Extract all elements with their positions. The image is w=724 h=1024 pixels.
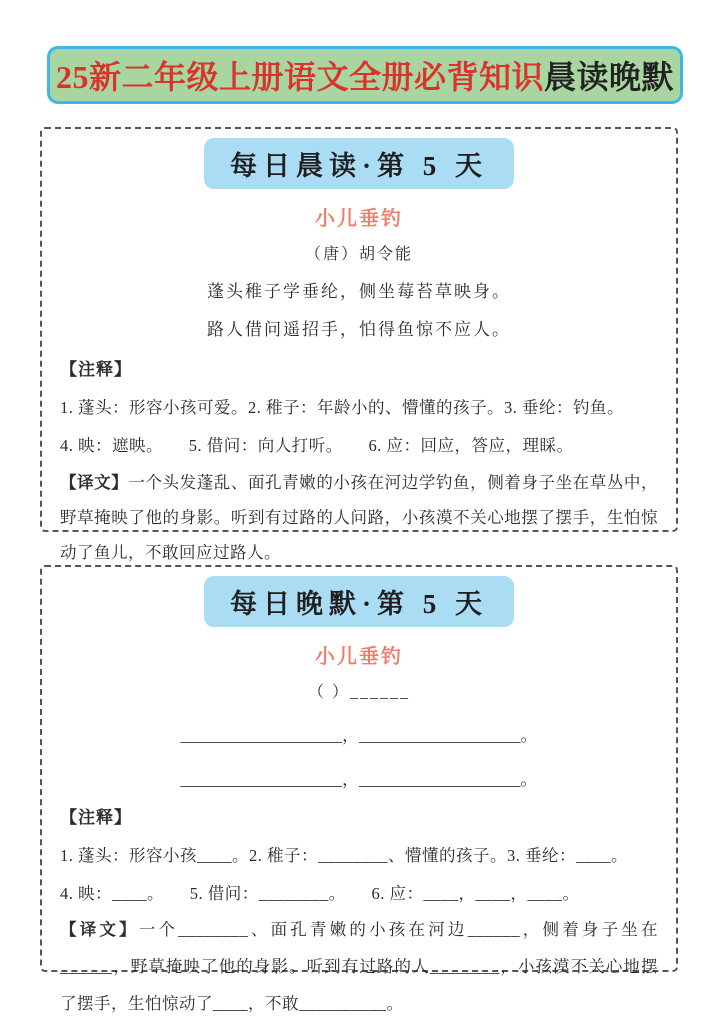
evening-day-badge: 每日晚默·第 5 天 bbox=[204, 576, 514, 627]
evening-dictation-card bbox=[40, 565, 678, 1014]
morning-notes-label: 【注释】 bbox=[60, 360, 132, 379]
morning-poem-author: （唐）胡令能 bbox=[304, 246, 413, 263]
evening-note-line-2: 4. 映：____。 5. 借问：________。 6. 应：____，____，____。 bbox=[60, 884, 580, 903]
morning-day-badge: 每日晨读·第 5 天 bbox=[204, 138, 514, 189]
morning-reading-card bbox=[40, 127, 678, 562]
evening-poem-blank-line-2: ___________________，___________________。 bbox=[180, 770, 538, 789]
evening-poem-blank-line-1: ___________________，___________________。 bbox=[180, 726, 538, 745]
evening-translation bbox=[60, 911, 658, 1022]
evening-author-blank: （ ）______ bbox=[307, 684, 410, 701]
morning-translation-label: 【译文】 bbox=[60, 473, 129, 492]
morning-translation-text: 一个头发蓬乱、面孔青嫩的小孩在河边学钓鱼，侧着身子坐在草丛中，野草掩映了他的身影。听到有过路的人问路，小孩漠不关心地摆了摆手，生怕惊动了鱼儿，不敢回应过路人。 bbox=[60, 473, 659, 562]
evening-poem-title: 小儿垂钓 bbox=[315, 646, 403, 668]
evening-translation-label: 【译文】 bbox=[60, 920, 139, 939]
morning-translation bbox=[60, 466, 658, 571]
morning-poem-line-2: 路人借问遥招手，怕得鱼惊不应人。 bbox=[207, 320, 511, 339]
page-title-red-part: 25新二年级上册语文全册必背知识 bbox=[55, 59, 544, 95]
morning-poem-title: 小儿垂钓 bbox=[315, 208, 403, 230]
page-title-dark-part: 晨读晚默 bbox=[544, 59, 675, 95]
morning-poem-line-1: 蓬头稚子学垂纶，侧坐莓苔草映身。 bbox=[207, 282, 511, 301]
evening-translation-text: 一个________、面孔青嫩的小孩在河边______，侧着身子坐在______，野草掩映了他的身影。听到有过路的人________，小孩漠不关心地摆了摆手，生怕惊动了____，不敢__________。 bbox=[60, 920, 659, 1014]
morning-note-line-2: 4. 映：遮映。 5. 借问：向人打听。 6. 应：回应，答应，理睬。 bbox=[60, 436, 574, 455]
evening-notes-label: 【注释】 bbox=[60, 808, 132, 827]
evening-note-line-1: 1. 蓬头：形容小孩____。2. 稚子：________、懵懂的孩子。3. 垂纶：____。 bbox=[60, 846, 628, 865]
page-title-banner bbox=[47, 46, 683, 104]
morning-note-line-1: 1. 蓬头：形容小孩可爱。2. 稚子：年龄小的、懵懂的孩子。3. 垂纶：钓鱼。 bbox=[60, 398, 624, 417]
